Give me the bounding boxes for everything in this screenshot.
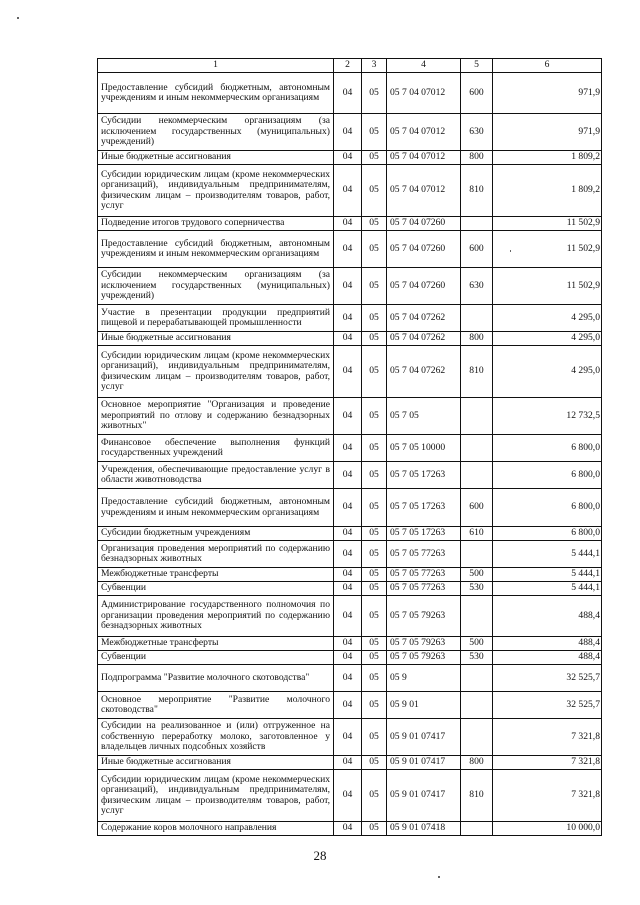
expense-type-cell xyxy=(461,462,493,489)
expense-type-cell: 810 xyxy=(461,770,493,822)
item-name-cell: Основное мероприятие "Организация и проведение мероприятий по отлову и содержанию безнадзорных животных" xyxy=(98,398,334,435)
amount-cell: 6 800,0 xyxy=(493,435,602,462)
item-name-cell: Учреждения, обеспечивающие предоставление услуг в области животноводства xyxy=(98,462,334,489)
section-cell: 04 xyxy=(334,541,362,568)
target-article-cell: 05 7 04 07012 xyxy=(387,165,461,217)
table-row xyxy=(98,665,602,692)
table-row xyxy=(98,541,602,568)
amount-cell: 971,9 xyxy=(493,73,602,114)
target-article-cell: 05 7 04 07260 xyxy=(387,217,461,231)
target-article-cell: 05 7 05 17263 xyxy=(387,489,461,527)
column-header-5: 5 xyxy=(461,59,493,73)
target-article-cell: 05 9 01 07417 xyxy=(387,770,461,822)
target-article-cell: 05 7 04 07260 xyxy=(387,268,461,305)
target-article-cell: 05 9 01 07417 xyxy=(387,719,461,756)
table-row xyxy=(98,637,602,651)
amount-cell: 6 800,0 xyxy=(493,462,602,489)
item-name-cell: Субсидии на реализованное и (или) отгруженное на собственную переработку молоко, заготовленное у владельцев личных подсобных хозяйств xyxy=(98,719,334,756)
subsection-cell: 05 xyxy=(362,114,387,151)
target-article-cell: 05 7 05 79263 xyxy=(387,637,461,651)
target-article-cell: 05 9 xyxy=(387,665,461,692)
table-row xyxy=(98,332,602,346)
item-name-cell: Подпрограмма "Развитие молочного скотоводства" xyxy=(98,665,334,692)
amount-cell: 6 800,0 xyxy=(493,527,602,541)
section-cell: 04 xyxy=(334,527,362,541)
table-row xyxy=(98,692,602,719)
table-row xyxy=(98,568,602,582)
item-name-cell: Предоставление субсидий бюджетным, автономным учреждениям и иным некоммерческим организациям xyxy=(98,231,334,268)
subsection-cell: 05 xyxy=(362,435,387,462)
target-article-cell: 05 7 05 17263 xyxy=(387,527,461,541)
item-name-cell: Иные бюджетные ассигнования xyxy=(98,756,334,770)
subsection-cell: 05 xyxy=(362,73,387,114)
amount-cell: 4 295,0 xyxy=(493,332,602,346)
target-article-cell: 05 7 05 77263 xyxy=(387,541,461,568)
subsection-cell: 05 xyxy=(362,651,387,665)
table-row xyxy=(98,151,602,165)
section-cell: 04 xyxy=(334,822,362,836)
subsection-cell: 05 xyxy=(362,665,387,692)
expense-type-cell: 810 xyxy=(461,346,493,398)
item-name-cell: Подведение итогов трудового соперничества xyxy=(98,217,334,231)
item-name-cell: Участие в презентации продукции предприятий пищевой и перерабатывающей промышленности xyxy=(98,305,334,332)
table-row xyxy=(98,462,602,489)
scan-speck xyxy=(17,17,19,19)
subsection-cell: 05 xyxy=(362,165,387,217)
expense-type-cell: 500 xyxy=(461,568,493,582)
subsection-cell: 05 xyxy=(362,151,387,165)
section-cell: 04 xyxy=(334,489,362,527)
section-cell: 04 xyxy=(334,217,362,231)
item-name-cell: Содержание коров молочного направления xyxy=(98,822,334,836)
section-cell: 04 xyxy=(334,719,362,756)
expense-type-cell xyxy=(461,719,493,756)
subsection-cell: 05 xyxy=(362,582,387,596)
item-name-cell: Субсидии некоммерческим организациям (за исключением государственных (муниципальных) учреждений) xyxy=(98,268,334,305)
section-cell: 04 xyxy=(334,151,362,165)
section-cell: 04 xyxy=(334,332,362,346)
target-article-cell: 05 7 04 07012 xyxy=(387,114,461,151)
amount-cell: 7 321,8 xyxy=(493,770,602,822)
amount-cell: 1 809,2 xyxy=(493,165,602,217)
target-article-cell: 05 9 01 07417 xyxy=(387,756,461,770)
table-row xyxy=(98,651,602,665)
table-row xyxy=(98,346,602,398)
page-number: 28 xyxy=(313,848,327,863)
table-row xyxy=(98,527,602,541)
amount-cell: 6 800,0 xyxy=(493,489,602,527)
section-cell: 04 xyxy=(334,651,362,665)
target-article-cell: 05 9 01 07418 xyxy=(387,822,461,836)
amount-cell: 12 732,5 xyxy=(493,398,602,435)
expense-type-cell xyxy=(461,692,493,719)
table-header-row xyxy=(98,59,602,73)
amount-cell: 1 809,2 xyxy=(493,151,602,165)
target-article-cell: 05 7 05 10000 xyxy=(387,435,461,462)
item-name-cell: Иные бюджетные ассигнования xyxy=(98,332,334,346)
section-cell: 04 xyxy=(334,568,362,582)
expense-type-cell: 630 xyxy=(461,114,493,151)
expense-type-cell xyxy=(461,435,493,462)
section-cell: 04 xyxy=(334,596,362,637)
scan-speck xyxy=(438,876,440,878)
item-name-cell: Субсидии юридическим лицам (кроме некоммерческих организаций), индивидуальным предпринимателям, физическим лицам – производителям товаров, работ, услуг xyxy=(98,770,334,822)
amount-cell: 11 502,9 xyxy=(493,231,602,268)
item-name-cell: Межбюджетные трансферты xyxy=(98,568,334,582)
subsection-cell: 05 xyxy=(362,822,387,836)
amount-cell: 10 000,0 xyxy=(493,822,602,836)
amount-cell: 32 525,7 xyxy=(493,665,602,692)
table-row xyxy=(98,770,602,822)
amount-cell: 5 444,1 xyxy=(493,582,602,596)
subsection-cell: 05 xyxy=(362,346,387,398)
table-row xyxy=(98,822,602,836)
item-name-cell: Субсидии бюджетным учреждениям xyxy=(98,527,334,541)
subsection-cell: 05 xyxy=(362,756,387,770)
target-article-cell: 05 7 05 77263 xyxy=(387,582,461,596)
expense-type-cell: 800 xyxy=(461,151,493,165)
section-cell: 04 xyxy=(334,756,362,770)
subsection-cell: 05 xyxy=(362,541,387,568)
item-name-cell: Субсидии некоммерческим организациям (за исключением государственных (муниципальных) учреждений) xyxy=(98,114,334,151)
amount-cell: 32 525,7 xyxy=(493,692,602,719)
section-cell: 04 xyxy=(334,770,362,822)
expense-type-cell: 530 xyxy=(461,651,493,665)
target-article-cell: 05 7 04 07012 xyxy=(387,73,461,114)
expense-type-cell xyxy=(461,822,493,836)
subsection-cell: 05 xyxy=(362,692,387,719)
subsection-cell: 05 xyxy=(362,568,387,582)
expense-type-cell: 610 xyxy=(461,527,493,541)
section-cell: 04 xyxy=(334,637,362,651)
amount-cell: 7 321,8 xyxy=(493,719,602,756)
expense-type-cell: 500 xyxy=(461,637,493,651)
section-cell: 04 xyxy=(334,305,362,332)
subsection-cell: 05 xyxy=(362,770,387,822)
item-name-cell: Субсидии юридическим лицам (кроме некоммерческих организаций), индивидуальным предпринимателям, физическим лицам – производителям товаров, работ, услуг xyxy=(98,346,334,398)
item-name-cell: Администрирование государственного полномочия по организации проведения мероприятий по содержанию безнадзорных животных xyxy=(98,596,334,637)
subsection-cell: 05 xyxy=(362,305,387,332)
item-name-cell: Финансовое обеспечение выполнения функций государственных учреждений xyxy=(98,435,334,462)
item-name-cell: Межбюджетные трансферты xyxy=(98,637,334,651)
scan-speck xyxy=(510,250,511,252)
table-row xyxy=(98,268,602,305)
amount-cell: 971,9 xyxy=(493,114,602,151)
item-name-cell: Организация проведения мероприятий по содержанию безнадзорных животных xyxy=(98,541,334,568)
target-article-cell: 05 7 04 07012 xyxy=(387,151,461,165)
item-name-cell: Предоставление субсидий бюджетным, автономным учреждениям и иным некоммерческим организациям xyxy=(98,489,334,527)
subsection-cell: 05 xyxy=(362,596,387,637)
subsection-cell: 05 xyxy=(362,637,387,651)
expense-type-cell xyxy=(461,665,493,692)
column-header-2: 2 xyxy=(334,59,362,73)
expense-type-cell xyxy=(461,217,493,231)
target-article-cell: 05 7 04 07262 xyxy=(387,332,461,346)
section-cell: 04 xyxy=(334,73,362,114)
subsection-cell: 05 xyxy=(362,217,387,231)
section-cell: 04 xyxy=(334,692,362,719)
expense-type-cell: 630 xyxy=(461,268,493,305)
section-cell: 04 xyxy=(334,231,362,268)
amount-cell: 5 444,1 xyxy=(493,541,602,568)
target-article-cell: 05 7 05 17263 xyxy=(387,462,461,489)
table-row xyxy=(98,489,602,527)
expense-type-cell xyxy=(461,398,493,435)
item-name-cell: Иные бюджетные ассигнования xyxy=(98,151,334,165)
target-article-cell: 05 7 04 07262 xyxy=(387,346,461,398)
budget-table xyxy=(97,58,602,836)
amount-cell: 7 321,8 xyxy=(493,756,602,770)
section-cell: 04 xyxy=(334,346,362,398)
target-article-cell: 05 7 05 77263 xyxy=(387,568,461,582)
target-article-cell: 05 7 05 79263 xyxy=(387,596,461,637)
expense-type-cell xyxy=(461,596,493,637)
table-row xyxy=(98,596,602,637)
column-header-3: 3 xyxy=(362,59,387,73)
expense-type-cell: 530 xyxy=(461,582,493,596)
target-article-cell: 05 7 04 07262 xyxy=(387,305,461,332)
amount-cell: 488,4 xyxy=(493,651,602,665)
section-cell: 04 xyxy=(334,268,362,305)
subsection-cell: 05 xyxy=(362,527,387,541)
expense-type-cell: 800 xyxy=(461,756,493,770)
amount-cell: 488,4 xyxy=(493,596,602,637)
expense-type-cell: 810 xyxy=(461,165,493,217)
expense-type-cell xyxy=(461,541,493,568)
expense-type-cell: 800 xyxy=(461,332,493,346)
item-name-cell: Основное мероприятие "Развитие молочного скотоводства" xyxy=(98,692,334,719)
table-row xyxy=(98,756,602,770)
section-cell: 04 xyxy=(334,435,362,462)
item-name-cell: Субсидии юридическим лицам (кроме некоммерческих организаций), индивидуальным предпринимателям, физическим лицам – производителям товаров, работ, услуг xyxy=(98,165,334,217)
item-name-cell: Субвенции xyxy=(98,582,334,596)
expense-type-cell xyxy=(461,305,493,332)
table-row xyxy=(98,305,602,332)
item-name-cell: Субвенции xyxy=(98,651,334,665)
column-header-1: 1 xyxy=(98,59,334,73)
table-row xyxy=(98,398,602,435)
target-article-cell: 05 9 01 xyxy=(387,692,461,719)
table-row xyxy=(98,582,602,596)
target-article-cell: 05 7 05 79263 xyxy=(387,651,461,665)
table-row xyxy=(98,114,602,151)
section-cell: 04 xyxy=(334,582,362,596)
section-cell: 04 xyxy=(334,462,362,489)
table-row xyxy=(98,217,602,231)
table-row xyxy=(98,165,602,217)
subsection-cell: 05 xyxy=(362,231,387,268)
target-article-cell: 05 7 04 07260 xyxy=(387,231,461,268)
column-header-4: 4 xyxy=(387,59,461,73)
table-row xyxy=(98,719,602,756)
section-cell: 04 xyxy=(334,165,362,217)
amount-cell: 11 502,9 xyxy=(493,268,602,305)
expense-type-cell: 600 xyxy=(461,73,493,114)
subsection-cell: 05 xyxy=(362,268,387,305)
expense-type-cell: 600 xyxy=(461,489,493,527)
subsection-cell: 05 xyxy=(362,719,387,756)
section-cell: 04 xyxy=(334,114,362,151)
section-cell: 04 xyxy=(334,665,362,692)
subsection-cell: 05 xyxy=(362,332,387,346)
section-cell: 04 xyxy=(334,398,362,435)
table-row xyxy=(98,231,602,268)
amount-cell: 488,4 xyxy=(493,637,602,651)
amount-cell: 11 502,9 xyxy=(493,217,602,231)
subsection-cell: 05 xyxy=(362,462,387,489)
item-name-cell: Предоставление субсидий бюджетным, автономным учреждениям и иным некоммерческим организациям xyxy=(98,73,334,114)
column-header-6: 6 xyxy=(493,59,602,73)
expense-type-cell: 600 xyxy=(461,231,493,268)
subsection-cell: 05 xyxy=(362,398,387,435)
amount-cell: 5 444,1 xyxy=(493,568,602,582)
amount-cell: 4 295,0 xyxy=(493,305,602,332)
table-row xyxy=(98,73,602,114)
table-row xyxy=(98,435,602,462)
amount-cell: 4 295,0 xyxy=(493,346,602,398)
subsection-cell: 05 xyxy=(362,489,387,527)
target-article-cell: 05 7 05 xyxy=(387,398,461,435)
